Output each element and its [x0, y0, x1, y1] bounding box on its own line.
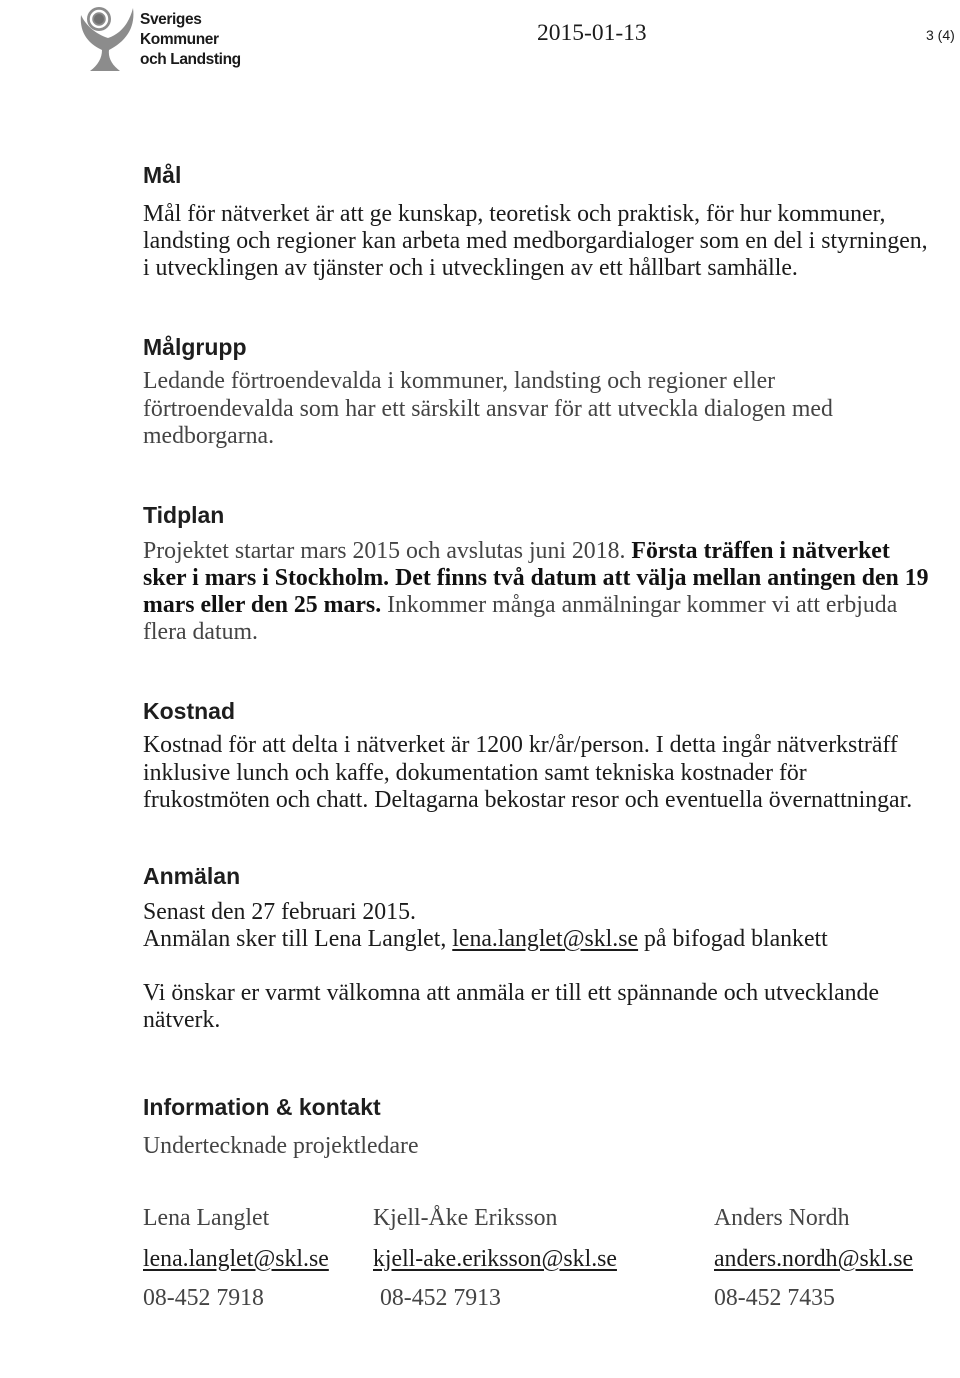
kostnad-paragraph: [143, 732, 912, 815]
paragraph-line: nätverk.: [143, 1006, 221, 1033]
contact-email-link[interactable]: lena.langlet@skl.se: [143, 1245, 329, 1272]
subheading-line: Undertecknade projektledare: [143, 1132, 419, 1159]
paragraph-line: Ledande förtroendevalda i kommuner, landsting och regioner eller: [143, 368, 776, 394]
paragraph-line: medborgarna.: [143, 423, 275, 449]
registration-line: [143, 926, 828, 953]
malgrupp-paragraph: [143, 368, 833, 451]
registration-text: Anmälan sker till Lena Langlet,: [143, 925, 447, 952]
contact-card: [373, 1205, 617, 1312]
contact-phone: 08-452 7435: [714, 1284, 835, 1311]
contact-phone: 08-452 7913: [380, 1284, 501, 1311]
contact-phone: 08-452 7918: [143, 1284, 264, 1311]
document-date: 2015-01-13: [537, 20, 647, 46]
tidplan-emphasis: mars eller den 25 mars.: [143, 591, 382, 618]
paragraph-line: [143, 565, 929, 592]
tidplan-paragraph: [143, 538, 929, 646]
anmalan-paragraph: [143, 899, 828, 953]
contact-card: [714, 1205, 913, 1312]
section-heading-tidplan: Tidplan: [143, 502, 225, 528]
section-heading-mal: Mål: [143, 162, 182, 188]
contact-name: Anders Nordh: [714, 1204, 850, 1231]
contact-name: Lena Langlet: [143, 1204, 270, 1231]
tidplan-emphasis: Första träffen i nätverket: [631, 537, 890, 564]
paragraph-line: [143, 538, 929, 565]
page-number: 3 (4): [926, 27, 955, 43]
paragraph-line: [143, 592, 929, 619]
tidplan-emphasis: sker i mars i Stockholm. Det finns två datum att välja mellan antingen den 19: [143, 564, 929, 591]
paragraph-line: [143, 619, 929, 646]
section-heading-kostnad: Kostnad: [143, 698, 235, 724]
contacts-subheading: [143, 1133, 419, 1160]
paragraph-line: inklusive lunch och kaffe, dokumentation samt tekniska kostnader för: [143, 759, 807, 786]
section-heading-kontakt: Information & kontakt: [143, 1094, 381, 1120]
paragraph-line: Kostnad för att delta i nätverket är 1200 kr/år/person. I detta ingår nätverksträff: [143, 732, 898, 758]
tidplan-text: Inkommer många anmälningar kommer vi att erbjuda: [387, 591, 898, 618]
welcome-paragraph: [143, 980, 879, 1034]
deadline-line: Senast den 27 februari 2015.: [143, 898, 416, 925]
contact-name: Kjell-Åke Eriksson: [373, 1204, 558, 1231]
section-heading-malgrupp: Målgrupp: [143, 334, 247, 360]
skl-emblem-icon: [78, 3, 138, 73]
tidplan-text: flera datum.: [143, 618, 258, 645]
contact-card: [143, 1205, 329, 1312]
paragraph-line: Vi önskar er varmt välkomna att anmäla er till ett spännande och utvecklande: [143, 979, 880, 1006]
logo-line-kommuner: Kommuner: [140, 31, 219, 48]
organization-logo-text: [140, 10, 241, 70]
registration-text: på bifogad blankett: [644, 925, 828, 952]
paragraph-line: förtroendevalda som har ett särskilt ansvar för att utveckla dialogen med: [143, 395, 833, 422]
contact-email-link[interactable]: anders.nordh@skl.se: [714, 1245, 914, 1272]
paragraph-line: landsting och regioner kan arbeta med medborgardialoger som en del i styrningen,: [143, 228, 928, 254]
section-heading-anmalan: Anmälan: [143, 863, 241, 889]
contact-email-link[interactable]: kjell-ake.eriksson@skl.se: [373, 1245, 617, 1272]
logo-line-landsting: och Landsting: [140, 51, 241, 68]
paragraph-line: i utvecklingen av tjänster och i utvecklingen av ett hållbart samhälle.: [143, 255, 798, 281]
mal-paragraph: [143, 201, 928, 282]
paragraph-line: Mål för nätverket är att ge kunskap, teoretisk och praktisk, för hur kommuner,: [143, 201, 886, 227]
tidplan-text: Projektet startar mars 2015 och avslutas juni 2018.: [143, 537, 626, 564]
registration-email-link[interactable]: lena.langlet@skl.se: [452, 925, 639, 952]
logo-line-sveriges: Sveriges: [140, 11, 202, 28]
paragraph-line: frukostmöten och chatt. Deltagarna bekostar resor och eventuella övernattningar.: [143, 787, 913, 813]
